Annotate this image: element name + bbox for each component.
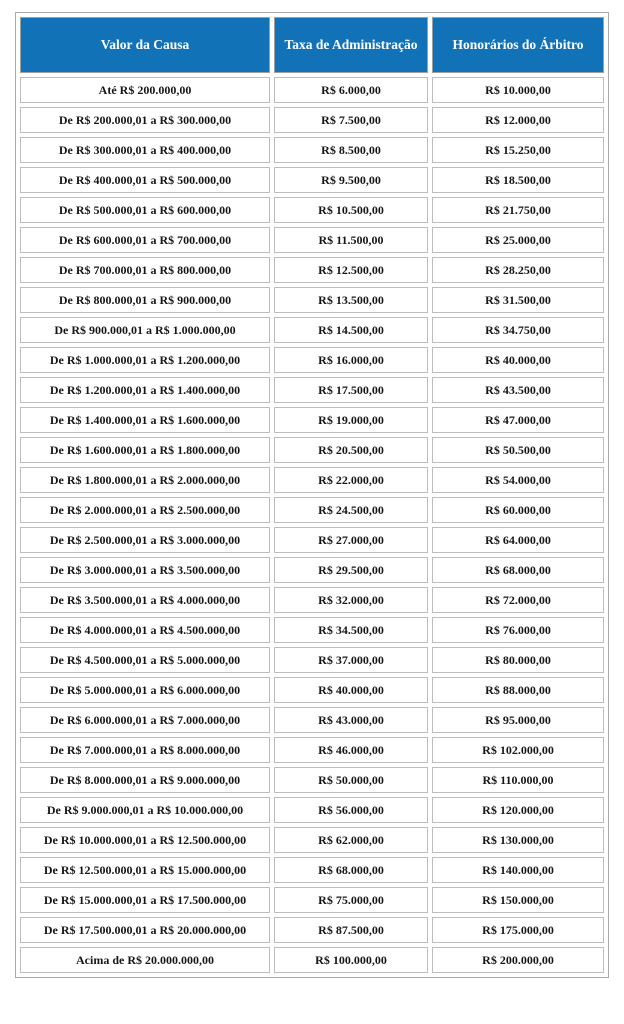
honorarios-do-arbitro-cell: R$ 76.000,00: [432, 617, 604, 643]
table-row: [20, 317, 604, 343]
taxa-de-administracao-cell: R$ 17.500,00: [274, 377, 428, 403]
valor-da-causa-cell: De R$ 600.000,01 a R$ 700.000,00: [20, 227, 270, 253]
honorarios-do-arbitro-cell: R$ 200.000,00: [432, 947, 604, 973]
table-row: [20, 857, 604, 883]
taxa-de-administracao-cell: R$ 50.000,00: [274, 767, 428, 793]
taxa-de-administracao-cell: R$ 87.500,00: [274, 917, 428, 943]
table-row: [20, 947, 604, 973]
table-row: [20, 257, 604, 283]
honorarios-do-arbitro-cell: R$ 140.000,00: [432, 857, 604, 883]
taxa-de-administracao-cell: R$ 12.500,00: [274, 257, 428, 283]
valor-da-causa-cell: De R$ 3.000.000,01 a R$ 3.500.000,00: [20, 557, 270, 583]
valor-da-causa-cell: Acima de R$ 20.000.000,00: [20, 947, 270, 973]
honorarios-do-arbitro-cell: R$ 110.000,00: [432, 767, 604, 793]
taxa-de-administracao-cell: R$ 9.500,00: [274, 167, 428, 193]
honorarios-do-arbitro-cell: R$ 64.000,00: [432, 527, 604, 553]
valor-da-causa-cell: De R$ 1.200.000,01 a R$ 1.400.000,00: [20, 377, 270, 403]
honorarios-do-arbitro-cell: R$ 72.000,00: [432, 587, 604, 613]
honorarios-do-arbitro-cell: R$ 21.750,00: [432, 197, 604, 223]
table-row: [20, 677, 604, 703]
honorarios-do-arbitro-cell: R$ 25.000,00: [432, 227, 604, 253]
valor-da-causa-cell: De R$ 300.000,01 a R$ 400.000,00: [20, 137, 270, 163]
taxa-de-administracao-cell: R$ 29.500,00: [274, 557, 428, 583]
taxa-de-administracao-cell: R$ 37.000,00: [274, 647, 428, 673]
taxa-de-administracao-cell: R$ 40.000,00: [274, 677, 428, 703]
column-header-taxa-de-administracao: Taxa de Administração: [274, 17, 428, 73]
taxa-de-administracao-cell: R$ 32.000,00: [274, 587, 428, 613]
taxa-de-administracao-cell: R$ 11.500,00: [274, 227, 428, 253]
table-row: [20, 407, 604, 433]
valor-da-causa-cell: De R$ 2.000.000,01 a R$ 2.500.000,00: [20, 497, 270, 523]
valor-da-causa-cell: De R$ 2.500.000,01 a R$ 3.000.000,00: [20, 527, 270, 553]
taxa-de-administracao-cell: R$ 16.000,00: [274, 347, 428, 373]
honorarios-do-arbitro-cell: R$ 150.000,00: [432, 887, 604, 913]
valor-da-causa-cell: De R$ 5.000.000,01 a R$ 6.000.000,00: [20, 677, 270, 703]
taxa-de-administracao-cell: R$ 19.000,00: [274, 407, 428, 433]
table-row: [20, 917, 604, 943]
valor-da-causa-cell: De R$ 500.000,01 a R$ 600.000,00: [20, 197, 270, 223]
table-row: [20, 347, 604, 373]
valor-da-causa-cell: De R$ 4.000.000,01 a R$ 4.500.000,00: [20, 617, 270, 643]
valor-da-causa-cell: De R$ 700.000,01 a R$ 800.000,00: [20, 257, 270, 283]
table-row: [20, 467, 604, 493]
honorarios-do-arbitro-cell: R$ 18.500,00: [432, 167, 604, 193]
honorarios-do-arbitro-cell: R$ 102.000,00: [432, 737, 604, 763]
table-row: [20, 497, 604, 523]
taxa-de-administracao-cell: R$ 62.000,00: [274, 827, 428, 853]
fee-table: [15, 12, 609, 978]
table-row: [20, 197, 604, 223]
table-row: [20, 797, 604, 823]
table-row: [20, 137, 604, 163]
valor-da-causa-cell: De R$ 17.500.000,01 a R$ 20.000.000,00: [20, 917, 270, 943]
taxa-de-administracao-cell: R$ 8.500,00: [274, 137, 428, 163]
honorarios-do-arbitro-cell: R$ 10.000,00: [432, 77, 604, 103]
table-row: [20, 77, 604, 103]
valor-da-causa-cell: De R$ 400.000,01 a R$ 500.000,00: [20, 167, 270, 193]
valor-da-causa-cell: De R$ 8.000.000,01 a R$ 9.000.000,00: [20, 767, 270, 793]
taxa-de-administracao-cell: R$ 68.000,00: [274, 857, 428, 883]
honorarios-do-arbitro-cell: R$ 40.000,00: [432, 347, 604, 373]
taxa-de-administracao-cell: R$ 27.000,00: [274, 527, 428, 553]
taxa-de-administracao-cell: R$ 46.000,00: [274, 737, 428, 763]
taxa-de-administracao-cell: R$ 20.500,00: [274, 437, 428, 463]
table-row: [20, 737, 604, 763]
table-row: [20, 107, 604, 133]
honorarios-do-arbitro-cell: R$ 175.000,00: [432, 917, 604, 943]
valor-da-causa-cell: De R$ 1.800.000,01 a R$ 2.000.000,00: [20, 467, 270, 493]
taxa-de-administracao-cell: R$ 6.000,00: [274, 77, 428, 103]
taxa-de-administracao-cell: R$ 56.000,00: [274, 797, 428, 823]
valor-da-causa-cell: De R$ 4.500.000,01 a R$ 5.000.000,00: [20, 647, 270, 673]
valor-da-causa-cell: De R$ 1.600.000,01 a R$ 1.800.000,00: [20, 437, 270, 463]
valor-da-causa-cell: De R$ 15.000.000,01 a R$ 17.500.000,00: [20, 887, 270, 913]
valor-da-causa-cell: De R$ 800.000,01 a R$ 900.000,00: [20, 287, 270, 313]
fee-table-header: [20, 17, 604, 73]
table-row: [20, 527, 604, 553]
honorarios-do-arbitro-cell: R$ 88.000,00: [432, 677, 604, 703]
honorarios-do-arbitro-cell: R$ 43.500,00: [432, 377, 604, 403]
valor-da-causa-cell: De R$ 6.000.000,01 a R$ 7.000.000,00: [20, 707, 270, 733]
honorarios-do-arbitro-cell: R$ 120.000,00: [432, 797, 604, 823]
table-row: [20, 437, 604, 463]
honorarios-do-arbitro-cell: R$ 15.250,00: [432, 137, 604, 163]
honorarios-do-arbitro-cell: R$ 68.000,00: [432, 557, 604, 583]
table-row: [20, 557, 604, 583]
column-header-valor-da-causa: Valor da Causa: [20, 17, 270, 73]
honorarios-do-arbitro-cell: R$ 34.750,00: [432, 317, 604, 343]
table-row: [20, 227, 604, 253]
honorarios-do-arbitro-cell: R$ 80.000,00: [432, 647, 604, 673]
honorarios-do-arbitro-cell: R$ 12.000,00: [432, 107, 604, 133]
taxa-de-administracao-cell: R$ 43.000,00: [274, 707, 428, 733]
honorarios-do-arbitro-cell: R$ 130.000,00: [432, 827, 604, 853]
valor-da-causa-cell: De R$ 900.000,01 a R$ 1.000.000,00: [20, 317, 270, 343]
valor-da-causa-cell: De R$ 9.000.000,01 a R$ 10.000.000,00: [20, 797, 270, 823]
valor-da-causa-cell: De R$ 1.000.000,01 a R$ 1.200.000,00: [20, 347, 270, 373]
taxa-de-administracao-cell: R$ 14.500,00: [274, 317, 428, 343]
table-row: [20, 587, 604, 613]
taxa-de-administracao-cell: R$ 7.500,00: [274, 107, 428, 133]
valor-da-causa-cell: Até R$ 200.000,00: [20, 77, 270, 103]
table-row: [20, 887, 604, 913]
taxa-de-administracao-cell: R$ 34.500,00: [274, 617, 428, 643]
fee-table-body: [20, 77, 604, 973]
honorarios-do-arbitro-cell: R$ 28.250,00: [432, 257, 604, 283]
table-row: [20, 707, 604, 733]
valor-da-causa-cell: De R$ 3.500.000,01 a R$ 4.000.000,00: [20, 587, 270, 613]
honorarios-do-arbitro-cell: R$ 47.000,00: [432, 407, 604, 433]
column-header-honorarios-do-arbitro: Honorários do Árbitro: [432, 17, 604, 73]
table-row: [20, 827, 604, 853]
taxa-de-administracao-cell: R$ 100.000,00: [274, 947, 428, 973]
honorarios-do-arbitro-cell: R$ 54.000,00: [432, 467, 604, 493]
valor-da-causa-cell: De R$ 200.000,01 a R$ 300.000,00: [20, 107, 270, 133]
valor-da-causa-cell: De R$ 1.400.000,01 a R$ 1.600.000,00: [20, 407, 270, 433]
table-row: [20, 767, 604, 793]
header-row: [20, 17, 604, 73]
valor-da-causa-cell: De R$ 12.500.000,01 a R$ 15.000.000,00: [20, 857, 270, 883]
table-row: [20, 617, 604, 643]
taxa-de-administracao-cell: R$ 75.000,00: [274, 887, 428, 913]
honorarios-do-arbitro-cell: R$ 50.500,00: [432, 437, 604, 463]
taxa-de-administracao-cell: R$ 24.500,00: [274, 497, 428, 523]
valor-da-causa-cell: De R$ 7.000.000,01 a R$ 8.000.000,00: [20, 737, 270, 763]
valor-da-causa-cell: De R$ 10.000.000,01 a R$ 12.500.000,00: [20, 827, 270, 853]
honorarios-do-arbitro-cell: R$ 60.000,00: [432, 497, 604, 523]
taxa-de-administracao-cell: R$ 13.500,00: [274, 287, 428, 313]
table-row: [20, 287, 604, 313]
honorarios-do-arbitro-cell: R$ 95.000,00: [432, 707, 604, 733]
table-row: [20, 377, 604, 403]
table-row: [20, 647, 604, 673]
table-row: [20, 167, 604, 193]
honorarios-do-arbitro-cell: R$ 31.500,00: [432, 287, 604, 313]
taxa-de-administracao-cell: R$ 10.500,00: [274, 197, 428, 223]
taxa-de-administracao-cell: R$ 22.000,00: [274, 467, 428, 493]
